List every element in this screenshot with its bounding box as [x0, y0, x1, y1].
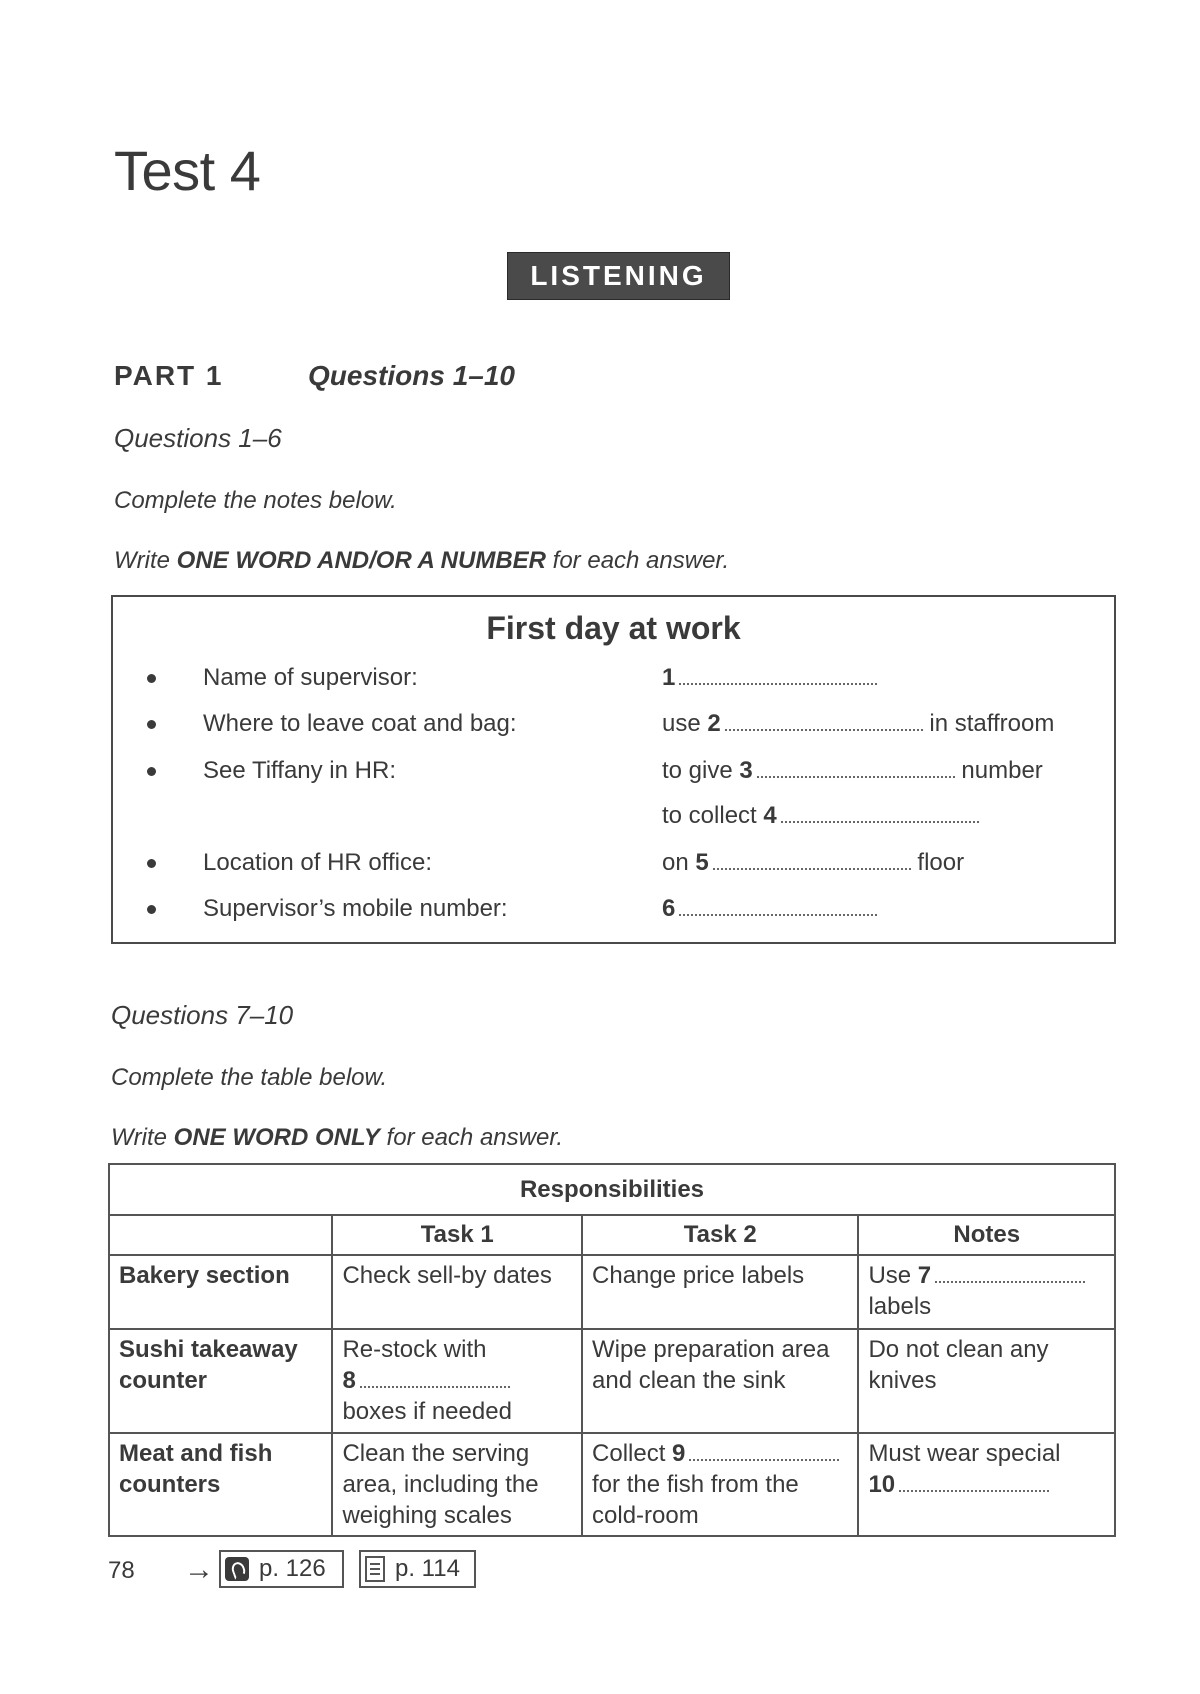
column-header-empty — [109, 1215, 332, 1255]
question-number: 8 — [342, 1367, 356, 1395]
part-label: PART 1 — [114, 360, 224, 391]
table-row — [109, 1255, 1115, 1329]
word-limit-prefix: Write — [111, 1124, 174, 1151]
row-header: Sushi takeaway counter — [109, 1329, 332, 1433]
table-row — [109, 1433, 1115, 1537]
row-header: Meat and fish counters — [109, 1433, 332, 1537]
question-number: 2 — [707, 710, 721, 737]
cell-text: Collect — [592, 1439, 673, 1467]
cell-text: for the fish from the cold-room — [592, 1470, 799, 1529]
answer-gap[interactable] — [713, 852, 911, 870]
answer-suffix: number — [954, 757, 1043, 784]
audio-icon — [225, 1557, 249, 1581]
questions-1-6-instruction: Complete the notes below. — [114, 487, 397, 514]
arrow-right-icon: → — [184, 1553, 214, 1586]
answer-suffix: in staffroom — [922, 710, 1055, 737]
note-label: Supervisor’s mobile number: — [203, 895, 508, 922]
answer-prefix: to collect — [662, 802, 764, 829]
note-label: Name of supervisor: — [203, 664, 418, 691]
cell-text: Re-stock with — [342, 1336, 487, 1363]
note-row — [113, 849, 1114, 883]
column-header-task-2: Task 2 — [582, 1215, 858, 1255]
part-questions: Questions 1–10 — [308, 360, 515, 391]
task-2-cell: Change price labels — [582, 1255, 858, 1329]
task-2-cell: Wipe preparation area and clean the sink — [582, 1329, 858, 1433]
note-answer — [662, 664, 877, 692]
notes-cell — [858, 1255, 1115, 1329]
answer-gap[interactable] — [689, 1443, 839, 1461]
audio-reference-link[interactable] — [219, 1550, 344, 1588]
question-number: 6 — [662, 895, 676, 922]
bullet-icon — [147, 720, 156, 729]
bullet-icon — [147, 674, 156, 683]
question-number: 5 — [695, 849, 709, 876]
questions-1-6-heading: Questions 1–6 — [114, 423, 282, 453]
cell-text: boxes if needed — [342, 1398, 512, 1426]
answer-prefix: use — [662, 710, 708, 737]
transcript-reference-link[interactable] — [359, 1550, 476, 1588]
document-icon — [365, 1556, 385, 1582]
question-number: 4 — [763, 802, 777, 829]
notes-cell: Do not clean any knives — [858, 1329, 1115, 1433]
note-row — [113, 664, 1114, 698]
task-1-cell: Check sell-by dates — [332, 1255, 582, 1329]
transcript-reference-label: p. 114 — [395, 1555, 460, 1582]
task-1-cell: Clean the serving area, including the weighing scales — [332, 1433, 582, 1537]
answer-gap[interactable] — [781, 805, 979, 823]
row-header: Bakery section — [109, 1255, 332, 1329]
question-number: 7 — [917, 1262, 932, 1289]
responsibilities-table — [108, 1163, 1116, 1537]
questions-7-10-word-limit — [111, 1124, 563, 1152]
notes-title: First day at work — [486, 610, 741, 646]
answer-suffix: floor — [910, 849, 965, 876]
answer-gap[interactable] — [935, 1265, 1085, 1283]
note-answer — [662, 802, 979, 830]
audio-reference-label: p. 126 — [259, 1555, 326, 1582]
note-answer — [662, 757, 1043, 785]
note-answer — [662, 710, 1054, 738]
note-answer — [662, 849, 964, 877]
note-row — [113, 757, 1114, 791]
word-limit-prefix: Write — [114, 547, 177, 574]
notes-cell — [858, 1433, 1115, 1537]
word-limit-suffix: for each answer. — [546, 547, 730, 574]
word-limit-suffix: for each answer. — [379, 1124, 564, 1151]
answer-prefix: to give — [662, 757, 740, 784]
page-number: 78 — [108, 1557, 135, 1584]
note-label: See Tiffany in HR: — [203, 757, 396, 784]
table-caption: Responsibilities — [109, 1164, 1115, 1215]
bullet-icon — [147, 859, 156, 868]
answer-prefix: on — [662, 849, 696, 876]
page-title: Test 4 — [114, 139, 261, 202]
word-limit-bold: ONE WORD AND/OR A NUMBER — [176, 547, 546, 574]
questions-1-6-word-limit — [114, 547, 729, 575]
cell-text: Use — [868, 1262, 918, 1289]
question-number: 3 — [739, 757, 753, 784]
questions-7-10-heading: Questions 7–10 — [111, 1000, 294, 1030]
note-row — [113, 802, 1114, 836]
answer-gap[interactable] — [679, 667, 877, 685]
note-label: Location of HR office: — [203, 849, 433, 876]
answer-gap[interactable] — [757, 760, 955, 778]
column-header-notes: Notes — [858, 1215, 1115, 1255]
note-row — [113, 895, 1114, 929]
bullet-icon — [147, 767, 156, 776]
task-2-cell — [582, 1433, 858, 1537]
task-1-cell — [332, 1329, 582, 1433]
bullet-icon — [147, 905, 156, 914]
cell-text: Must wear special — [868, 1439, 1061, 1467]
column-header-task-1: Task 1 — [332, 1215, 582, 1255]
section-banner: LISTENING — [507, 252, 730, 300]
cell-text: labels — [868, 1293, 932, 1321]
answer-gap[interactable] — [360, 1370, 510, 1388]
question-number: 1 — [662, 664, 676, 691]
table-row — [109, 1329, 1115, 1433]
note-row — [113, 710, 1114, 744]
note-label: Where to leave coat and bag: — [203, 710, 517, 737]
answer-gap[interactable] — [679, 898, 877, 916]
note-answer — [662, 895, 877, 923]
question-number: 9 — [672, 1439, 686, 1467]
answer-gap[interactable] — [899, 1474, 1049, 1492]
questions-7-10-instruction: Complete the table below. — [111, 1064, 388, 1091]
question-number: 10 — [868, 1470, 896, 1498]
answer-gap[interactable] — [725, 713, 923, 731]
word-limit-bold: ONE WORD ONLY — [173, 1124, 380, 1151]
notes-box — [111, 595, 1116, 944]
